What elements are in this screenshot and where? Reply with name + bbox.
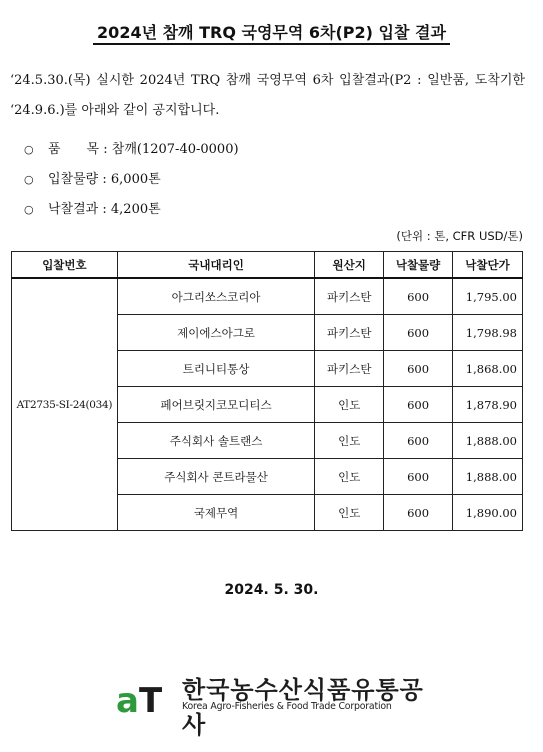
summary-value: 참깨(1207-40-0000) xyxy=(111,142,239,157)
agent-cell: 국제무역 xyxy=(117,495,314,531)
quantity-cell: 600 xyxy=(384,423,453,459)
origin-cell: 인도 xyxy=(315,423,384,459)
agent-cell: 제이에스아그로 xyxy=(117,315,314,351)
agent-cell: 주식회사 콘트라물산 xyxy=(117,459,314,495)
quantity-cell: 600 xyxy=(384,351,453,387)
document-title xyxy=(0,20,543,43)
quantity-cell: 600 xyxy=(384,459,453,495)
quantity-cell: 600 xyxy=(384,387,453,423)
price-cell: 1,798.98 xyxy=(453,315,523,351)
bid-number-cell: AT2735-SI-24(034) xyxy=(12,278,118,531)
origin-cell: 인도 xyxy=(315,387,384,423)
summary-label: 낙찰결과 xyxy=(48,202,99,217)
agent-cell: 페어브릿지코모디티스 xyxy=(117,387,314,423)
price-cell: 1,890.00 xyxy=(453,495,523,531)
bullet-circle-icon: ○ xyxy=(24,203,34,216)
summary-item-bid-quantity xyxy=(24,168,239,198)
unit-note: (단위 : 톤, CFR USD/톤) xyxy=(396,229,523,243)
price-cell: 1,888.00 xyxy=(453,459,523,495)
table-header-row xyxy=(12,252,523,279)
header-bid-number: 입찰번호 xyxy=(12,252,118,279)
origin-cell: 인도 xyxy=(315,495,384,531)
summary-value: 4,200톤 xyxy=(110,202,161,217)
quantity-cell: 600 xyxy=(384,315,453,351)
announcement-date: 2024. 5. 30. xyxy=(224,582,319,598)
price-cell: 1,888.00 xyxy=(453,423,523,459)
origin-cell: 파키스탄 xyxy=(315,315,384,351)
organization-logo xyxy=(116,670,436,739)
intro-paragraph: ‘24.5.30.(목) 실시한 2024년 TRQ 참깨 국영무역 6차 입찰결과(P2 : 일반품, 도착기한 ‘24.9.6.)를 아래와 같이 공지합니다. xyxy=(10,73,525,118)
origin-cell: 파키스탄 xyxy=(315,351,384,387)
summary-label: 입찰물량 xyxy=(48,172,99,187)
table-row xyxy=(12,278,523,315)
price-cell: 1,868.00 xyxy=(453,351,523,387)
summary-list xyxy=(24,138,239,228)
origin-cell: 파키스탄 xyxy=(315,278,384,315)
document-title-text: 2024년 참깨 TRQ 국영무역 6차(P2) 입찰 결과 xyxy=(93,23,450,45)
summary-separator: : xyxy=(98,202,111,217)
summary-label: 품 목 xyxy=(48,142,100,157)
quantity-cell: 600 xyxy=(384,495,453,531)
agent-cell: 트리니티통상 xyxy=(117,351,314,387)
agent-cell: 아그리쏘스코리아 xyxy=(117,278,314,315)
summary-separator: : xyxy=(99,142,112,157)
summary-value: 6,000톤 xyxy=(110,172,161,187)
logo-name-korean: 한국농수산식품유통공사 xyxy=(182,676,424,739)
agent-cell: 주식회사 솔트랜스 xyxy=(117,423,314,459)
logo-name-english: Korea Agro-Fisheries & Food Trade Corporation xyxy=(182,701,392,712)
price-cell: 1,795.00 xyxy=(453,278,523,315)
bid-result-table xyxy=(11,251,523,531)
summary-separator: : xyxy=(98,172,111,187)
logo-mark-a: aT xyxy=(116,681,163,716)
header-price: 낙찰단가 xyxy=(453,252,523,279)
price-cell: 1,878.90 xyxy=(453,387,523,423)
summary-item-product xyxy=(24,138,239,168)
header-agent: 국내대리인 xyxy=(117,252,314,279)
quantity-cell: 600 xyxy=(384,278,453,315)
header-origin: 원산지 xyxy=(315,252,384,279)
bullet-circle-icon: ○ xyxy=(24,143,34,156)
header-quantity: 낙찰물량 xyxy=(384,252,453,279)
origin-cell: 인도 xyxy=(315,459,384,495)
bullet-circle-icon: ○ xyxy=(24,173,34,186)
at-logo-icon xyxy=(116,670,176,716)
summary-item-award-result xyxy=(24,198,239,228)
